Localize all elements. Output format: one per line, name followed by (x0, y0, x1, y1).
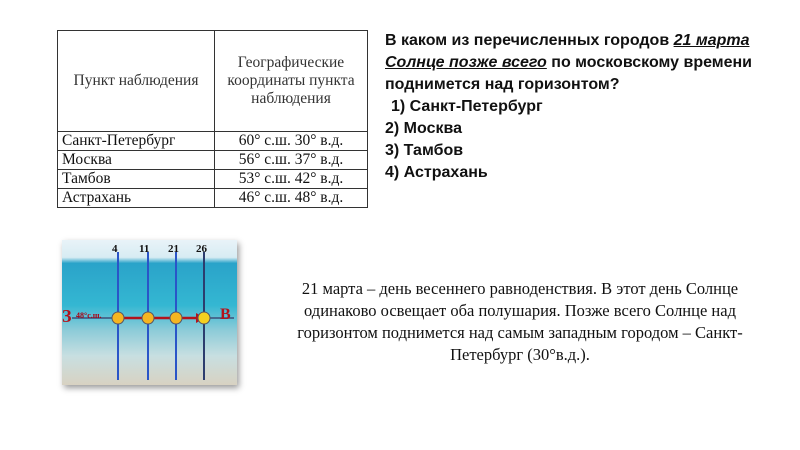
coord-cell: 56° с.ш. 37° в.д. (215, 151, 368, 170)
coord-cell: 46° с.ш. 48° в.д. (215, 189, 368, 208)
east-label: В (220, 306, 231, 323)
west-label: З (62, 306, 72, 326)
table-row (58, 151, 368, 170)
coord-cell: 60° с.ш. 30° в.д. (215, 132, 368, 151)
city-cell: Москва (58, 151, 215, 170)
table-row (58, 170, 368, 189)
point-marker (142, 312, 154, 324)
point-marker (198, 312, 210, 324)
parallel-label: 48°с.ш. (76, 311, 102, 320)
coord-cell: 53° с.ш. 42° в.д. (215, 170, 368, 189)
point-marker (170, 312, 182, 324)
question (385, 30, 795, 184)
option-3: 3) Тамбов (385, 142, 464, 159)
meridian-label: 26 (196, 243, 207, 255)
city-cell: Санкт-Петербург (58, 132, 215, 151)
city-cell: Тамбов (58, 170, 215, 189)
answer-text: 21 марта – день весеннего равноденствия. В этот день Солнце одинаково освещает оба полушария. Позже всего Солнце над горизонтом поднимется над самым западным городом – Санкт-Петербург (30°в.д.). (297, 279, 743, 364)
option-4: 4) Астрахань (385, 164, 488, 181)
meridian-label: 11 (139, 243, 150, 255)
question-text: В каком из перечисленных городов (385, 32, 674, 49)
table-row (58, 132, 368, 151)
meridian-label: 21 (168, 243, 179, 255)
meridian-label: 4 (112, 243, 118, 255)
header-point: Пункт наблюдения (58, 31, 215, 132)
question-text-end: по московскому времени поднимется над горизонтом? (385, 54, 753, 93)
option-2: 2) Москва (385, 120, 462, 137)
point-marker (112, 312, 124, 324)
question-emphasis: 21 марта Солнце позже всего (385, 32, 750, 71)
meridian-figure (62, 240, 237, 385)
city-cell: Астрахань (58, 189, 215, 208)
option-1: 1) Санкт-Петербург (391, 98, 543, 115)
table-row (58, 189, 368, 208)
header-coordinates: Географические координаты пункта наблюдения (215, 31, 368, 132)
coordinates-table (57, 30, 368, 208)
